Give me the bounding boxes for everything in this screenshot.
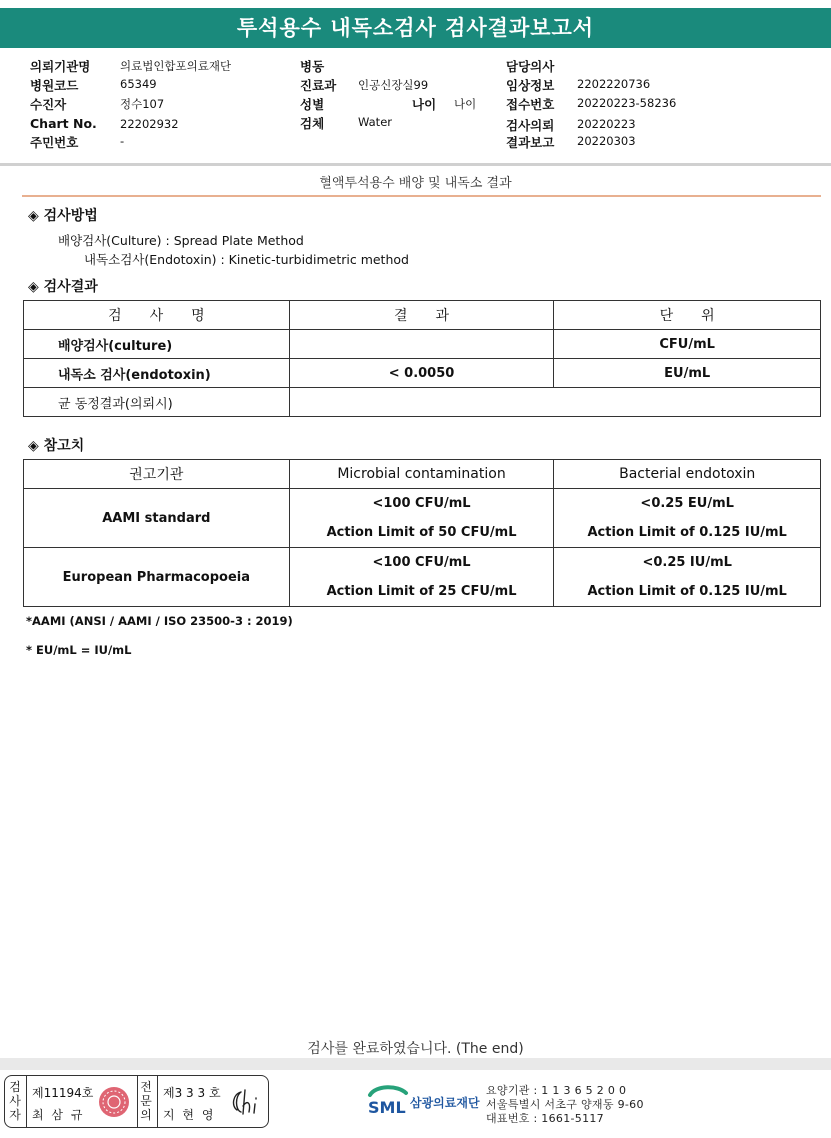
column-header: Microbial contamination [289, 460, 554, 489]
info-value: 65349 [120, 77, 157, 91]
info-label: 주민번호 [30, 135, 79, 150]
limit-value: <100 CFU/mL [372, 555, 471, 570]
test-result: < 0.0050 [289, 359, 554, 388]
info-label: 검사의뢰 [506, 118, 555, 133]
limit-value: Action Limit of 0.125 IU/mL [587, 525, 787, 540]
specialist-number: 제3 3 3 호 [163, 1086, 221, 1100]
column-header: 검 사 명 [24, 301, 290, 330]
table-row [24, 548, 821, 607]
info-label: 성별 [300, 97, 325, 112]
specialist-name: 지 현 영 [163, 1108, 216, 1122]
info-value: 정수107 [120, 97, 165, 111]
table-row [24, 330, 821, 359]
info-value: 20220303 [577, 134, 636, 148]
microbial-limits [289, 548, 554, 607]
limit-value: Action Limit of 25 CFU/mL [326, 584, 517, 599]
signature-box [4, 1075, 269, 1128]
table-header-row [24, 301, 821, 330]
column-header: 권고기관 [24, 460, 290, 489]
results-table [23, 300, 821, 417]
reference-table [23, 459, 821, 607]
table-row [24, 388, 821, 417]
endotoxin-limits [554, 489, 821, 548]
test-result [289, 330, 554, 359]
phone: 대표번호 : 1661-5117 [486, 1112, 604, 1125]
table-header-row [24, 460, 821, 489]
info-label: 수진자 [30, 97, 67, 112]
info-value: 2202220736 [577, 77, 651, 91]
results-heading: ◈ 검사결과 [28, 279, 98, 295]
note-unit: * EU/mL = IU/mL [26, 643, 132, 657]
column-header: 결 과 [289, 301, 554, 330]
table-row [24, 489, 821, 548]
info-value: 20220223 [577, 117, 636, 131]
divider [22, 195, 821, 197]
info-label: 의뢰기관명 [30, 59, 91, 74]
info-label: 검체 [300, 116, 325, 131]
divider [0, 1058, 831, 1070]
info-label: 결과보고 [506, 135, 555, 150]
signature-mark [227, 1084, 265, 1120]
official-seal [97, 1085, 131, 1119]
info-label: 임상정보 [506, 78, 555, 93]
info-value: 인공신장실99 [358, 78, 429, 92]
inspector-label: 검사자 [9, 1080, 21, 1122]
limit-value: Action Limit of 50 CFU/mL [326, 525, 517, 540]
test-unit: CFU/mL [554, 330, 821, 359]
patient-info-block [0, 56, 831, 156]
test-name: 균 동정결과(의뢰시) [24, 388, 290, 417]
info-label: 접수번호 [506, 97, 555, 112]
info-value: 22202932 [120, 117, 179, 131]
inspector-name: 최 삼 규 [32, 1108, 85, 1122]
age-label: 나이 [412, 97, 437, 112]
limit-value: <0.25 EU/mL [640, 496, 734, 511]
info-label: Chart No. [30, 116, 97, 131]
report-title: 투석용수 내독소검사 검사결과보고서 [0, 8, 831, 48]
info-value: - [120, 134, 125, 148]
column-header: Bacterial endotoxin [554, 460, 821, 489]
test-name: 배양검사(culture) [24, 330, 290, 359]
limit-value: <0.25 IU/mL [642, 555, 732, 570]
table-row [24, 359, 821, 388]
reference-heading: ◈ 참고치 [28, 438, 85, 454]
end-text: 검사를 완료하였습니다. (The end) [307, 1041, 524, 1057]
info-label: 진료과 [300, 78, 337, 93]
method-endotoxin: 내독소검사(Endotoxin) : Kinetic-turbidimetric method [84, 252, 409, 267]
sml-logo [366, 1083, 410, 1121]
info-value: 20220223-58236 [577, 96, 677, 110]
org-name: 삼광의료재단 [410, 1096, 480, 1110]
agency-name: European Pharmacopoeia [24, 548, 290, 607]
limit-value: <100 CFU/mL [372, 496, 471, 511]
info-label: 담당의사 [506, 59, 555, 74]
test-name: 내독소 검사(endotoxin) [24, 359, 290, 388]
inspector-number: 제11194호 [32, 1086, 94, 1100]
info-value: 의료법인합포의료재단 [120, 59, 232, 73]
info-value: Water [358, 115, 392, 129]
limit-value: Action Limit of 0.125 IU/mL [587, 584, 787, 599]
column-header: 단 위 [554, 301, 821, 330]
address: 서울특별시 서초구 양재동 9-60 [486, 1098, 644, 1111]
age-value: 나이 [454, 97, 477, 111]
test-result [289, 388, 820, 417]
method-heading: ◈ 검사방법 [28, 208, 98, 224]
microbial-limits [289, 489, 554, 548]
test-unit: EU/mL [554, 359, 821, 388]
endotoxin-limits [554, 548, 821, 607]
specialist-label: 전문의 [140, 1080, 152, 1122]
agency-name: AAMI standard [24, 489, 290, 548]
info-label: 병동 [300, 59, 325, 74]
info-label: 병원코드 [30, 78, 79, 93]
note-aami: *AAMI (ANSI / AAMI / ISO 23500-3 : 2019) [26, 614, 293, 628]
divider [0, 163, 831, 166]
method-culture: 배양검사(Culture) : Spread Plate Method [58, 233, 304, 248]
institution-code: 요양기관 : 1 1 3 6 5 2 0 0 [486, 1084, 627, 1097]
report-subtitle: 혈액투석용수 배양 및 내독소 결과 [319, 176, 512, 191]
logo-text: SML [368, 1098, 406, 1117]
